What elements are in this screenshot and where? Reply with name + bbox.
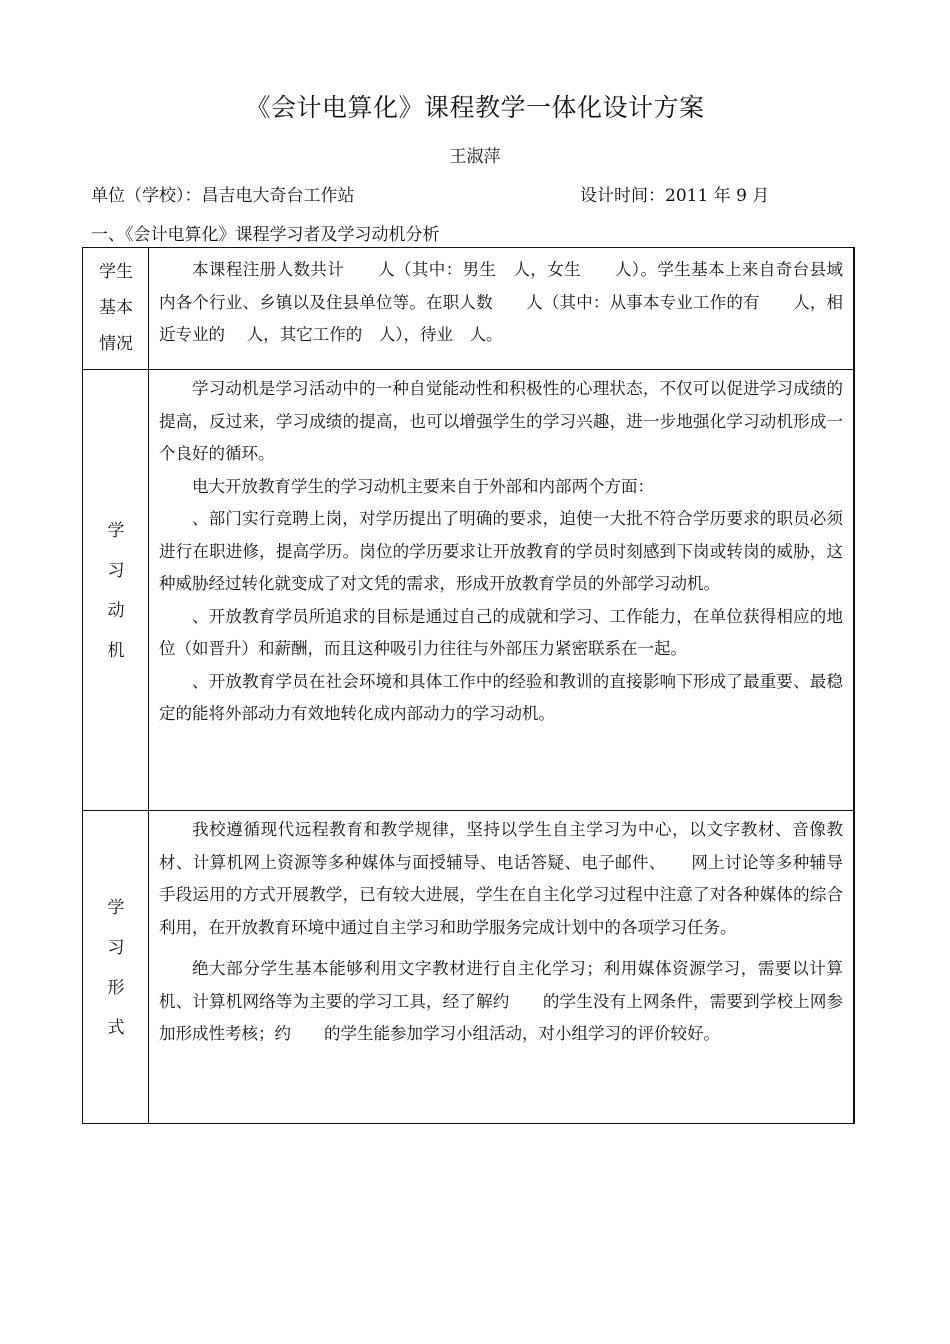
- paragraph: 我校遵循现代远程教育和教学规律，坚持以学生自主学习为中心，以文字教材、音像教材、计算机网上资源等多种媒体与面授辅导、电话答疑、电子邮件、 网上讨论等多种辅导手段运用的方式开展教学，已有较大进展，学生在自主化学习过程中注意了对各种媒体的综合利用，在开放教育环境中通过自主学习和助学服务完成计划中的各项学习任务。: [159, 820, 843, 937]
- row-content-motivation: [159, 373, 843, 810]
- row-content-learning-form: [159, 814, 843, 1123]
- design-time-line: 设计时间：2011 年 9 月: [580, 186, 770, 206]
- row-label-cell: [83, 811, 149, 1123]
- paragraph: 、开放教育学员在社会环境和具体工作中的经验和教训的直接影响下形成了最重要、最稳定的能将外部动力有效地转化成内部动力的学习动机。: [159, 671, 843, 723]
- row-label-cell: [83, 248, 149, 369]
- table-row-learning-form: [83, 811, 853, 1123]
- unit-line: 单位（学校）：昌吉电大奇台工作站: [91, 186, 355, 206]
- document-title: 《会计电算化》课程教学一体化设计方案: [245, 93, 705, 122]
- row-label-motivation: 学 习 动 机: [107, 521, 125, 661]
- paragraph: 绝大部分学生基本能够利用文字教材进行自主化学习；利用媒体资源学习，需要以计算机、计算机网络等为主要的学习工具，经了解约 的学生没有上网条件，需要到学校上网参加形成性考核；约 的学生能参加学习小组活动，对小组学习的评价较好。: [159, 959, 843, 1043]
- table-row-motivation: [83, 370, 853, 811]
- row-label-cell: [83, 370, 149, 810]
- row-label-student-info: 学生 基本 情况: [99, 262, 133, 354]
- section-heading: 一、《会计电算化》课程学习者及学习动机分析: [91, 225, 440, 245]
- paragraph: 电大开放教育学生的学习动机主要来自于外部和内部两个方面：: [192, 476, 654, 496]
- paragraph: 、部门实行竞聘上岗，对学历提出了明确的要求，迫使一大批不符合学历要求的职员必须进行在职进修，提高学历。岗位的学历要求让开放教育的学员时刻感到下岗或转岗的威胁，这种威胁经过转化就变成了对文凭的需求，形成开放教育学员的外部学习动机。: [159, 509, 843, 593]
- paragraph: 、开放教育学员所追求的目标是通过自己的成就和学习、工作能力，在单位获得相应的地位（如晋升）和薪酬，而且这种吸引力往往与外部压力紧密联系在一起。: [159, 606, 843, 658]
- author-name: 王淑萍: [449, 147, 501, 167]
- paragraph: 学习动机是学习活动中的一种自觉能动性和积极性的心理状态，不仅可以促进学习成绩的提高，反过来，学习成绩的提高，也可以增强学生的学习兴趣，进一步地强化学习动机形成一个良好的循环。: [159, 379, 843, 463]
- table-row-student-info: [83, 248, 853, 370]
- row-label-learning-form: 学 习 形 式: [107, 898, 125, 1038]
- paragraph: 本课程注册人数共计 人（其中：男生 人，女生 人）。学生基本上来自奇台县域内各个行业、乡镇以及住县单位等。在职人数 人（其中：从事本专业工作的有 人，相近专业的 人，其它工作的 人），待业 人。: [159, 260, 843, 344]
- analysis-table: [82, 247, 855, 1124]
- row-content-student-info: [159, 254, 843, 369]
